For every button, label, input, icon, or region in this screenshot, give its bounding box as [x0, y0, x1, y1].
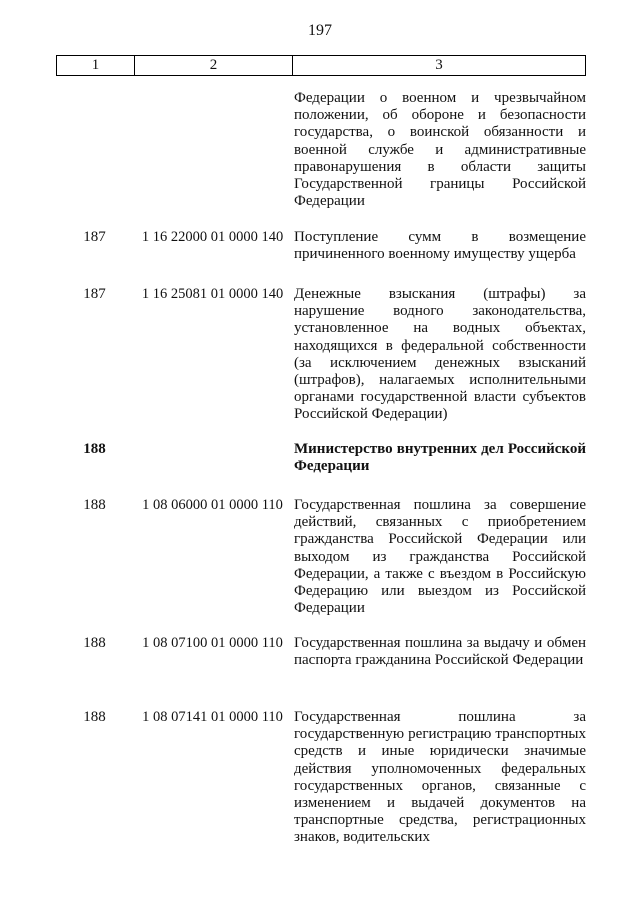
row-revenue-code: 1 08 07100 01 0000 110 [142, 635, 283, 651]
row-revenue-code: 1 16 25081 01 0000 140 [141, 286, 284, 302]
row-description: Государственная пошлина за государственную регистрацию транспортных средств и иные юридически значимые действия уполномоченных федеральных государственных органов, связанные с изменением и выдачей документов на транспортные средства, регистрационных знаков, водительских [294, 709, 586, 846]
column-header-table [56, 55, 586, 76]
row-admin-code: 187 [83, 286, 106, 302]
row-description: Поступление сумм в возмещение причиненного военному имуществу ущерба [294, 229, 586, 263]
row-description: Денежные взыскания (штрафы) за нарушение водного законодательства, установленное на водных объектах, находящихся в федеральной собственности (за исключением денежных взысканий (штрафов), налагаемых исполнительными органами государственной власти субъектов Российской Федерации) [294, 286, 586, 423]
column-header-1: 1 [57, 56, 135, 76]
row-admin-code: 187 [83, 229, 106, 245]
row-description: Федерации о военном и чрезвычайном положении, об обороне и безопасности государства, о воинской обязанности и военной службе и административные правонарушения в области защиты Государственной границы Российской Федерации [294, 90, 586, 210]
ministry-heading: Министерство внутренних дел Российской Федерации [294, 441, 586, 475]
row-admin-code: 188 [83, 635, 106, 651]
row-admin-code: 188 [83, 497, 106, 513]
column-header-3: 3 [293, 56, 586, 76]
row-description: Государственная пошлина за выдачу и обмен паспорта гражданина Российской Федерации [294, 635, 586, 669]
column-header-2: 2 [135, 56, 293, 76]
row-admin-code: 188 [83, 441, 106, 457]
row-revenue-code: 1 08 06000 01 0000 110 [142, 497, 283, 513]
page-number: 197 [308, 22, 332, 39]
row-description: Государственная пошлина за совершение действий, связанных с приобретением гражданства Российской Федерации или выходом из гражданства Российской Федерации, а также с въездом в Российскую Федерацию или выездом из Российской Федерации [294, 497, 586, 617]
row-admin-code: 188 [83, 709, 106, 725]
row-revenue-code: 1 16 22000 01 0000 140 [141, 229, 284, 245]
row-revenue-code: 1 08 07141 01 0000 110 [142, 709, 283, 725]
